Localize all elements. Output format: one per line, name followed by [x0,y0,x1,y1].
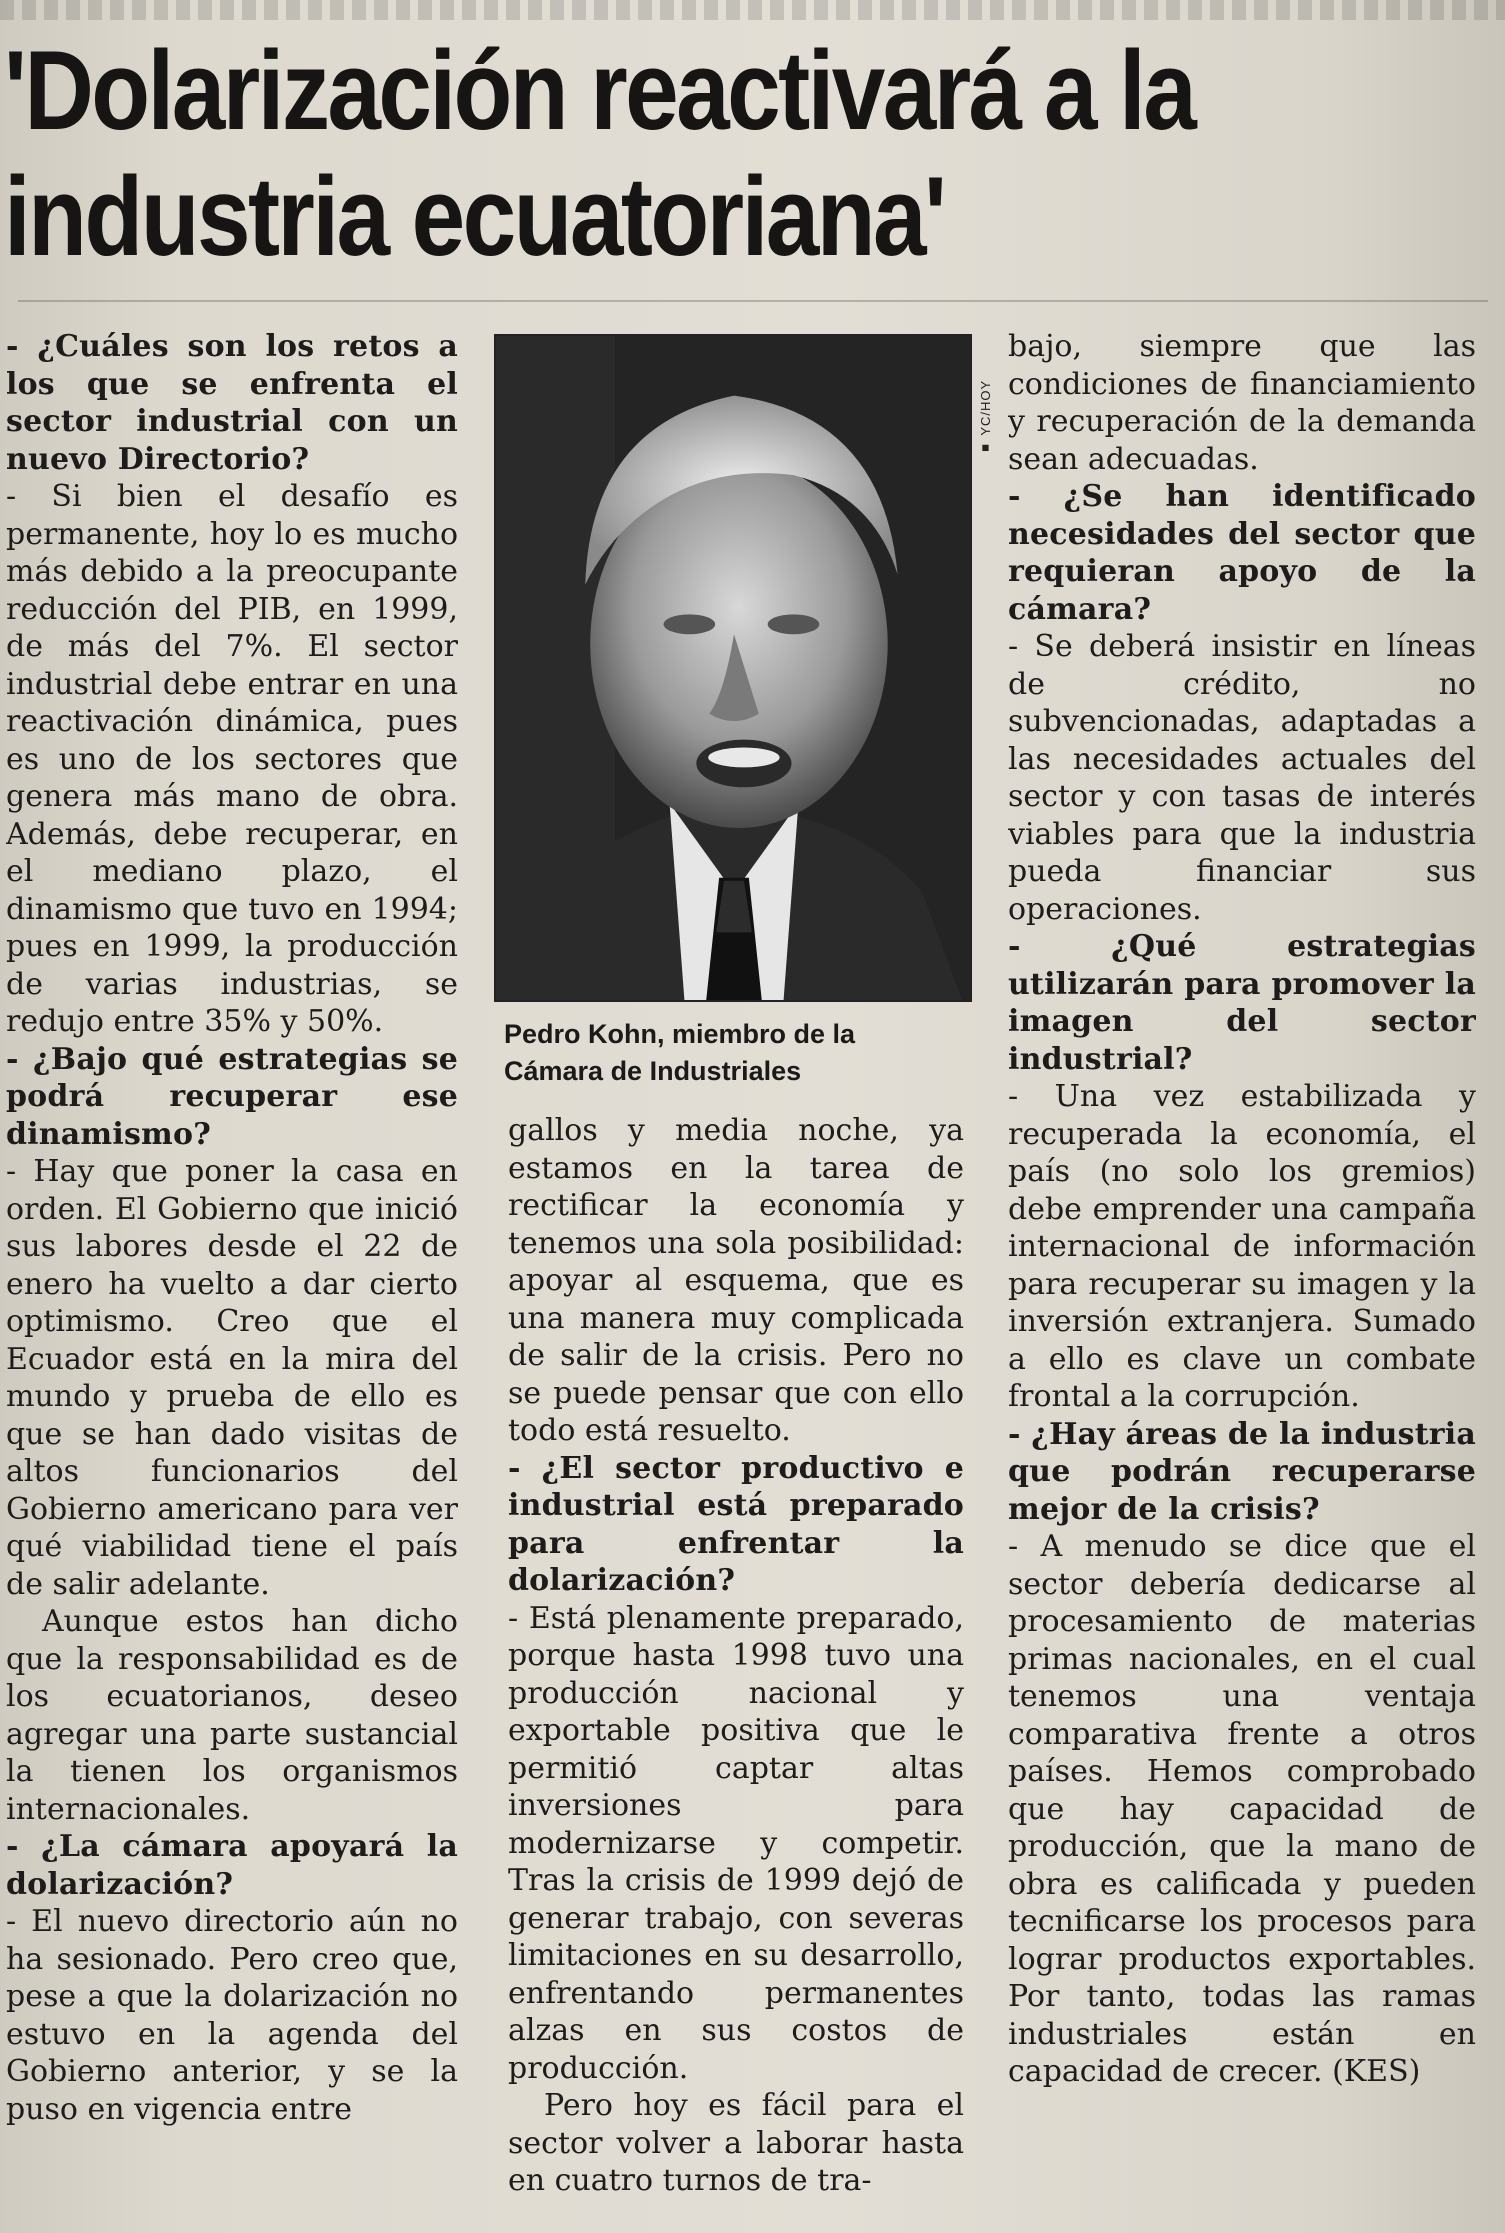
portrait-photo [494,334,972,1002]
photo-caption [504,1016,974,1090]
photo-credit: ■ YC/HOY [978,379,993,456]
question-paragraph: - ¿Se han identificado necesidades del sector que requieran apoyo de la cámara? [1008,479,1476,627]
answer-paragraph: - El nuevo directorio aún no ha sesionado. Pero creo que, pese a que la dolarización no estuvo en la agenda del Gobierno anterior, y se la puso en vigencia entre [6,1904,458,2127]
headline-rule [18,300,1488,302]
question-paragraph: - ¿Cuáles son los retos a los que se enfrenta el sector industrial con un nuevo Directorio? [6,329,458,477]
article-column-right [1008,328,1476,2223]
answer-paragraph: gallos y media noche, ya estamos en la tarea de rectificar la economía y tenemos una sola posibilidad: apoyar al esquema, que es una manera muy complicada de salir de la crisis. Pero no se puede pensar que con ello todo está resuelto. [508,1113,964,1448]
headline-line-2: industria ecuatoriana' [4,154,945,279]
answer-paragraph: bajo, siempre que las condiciones de financiamiento y recuperación de la demanda sean adecuadas. [1008,329,1476,477]
question-paragraph: - ¿Qué estrategias utilizarán para promover la imagen del sector industrial? [1008,929,1476,1077]
photo-caption-line-2: Cámara de Industriales [504,1056,802,1086]
portrait-image [496,336,970,1000]
answer-paragraph: - Está plenamente preparado, porque hasta 1998 tuvo una producción nacional y exportable positiva que le permitió captar altas inversiones para modernizarse y competir. Tras la crisis de 1999 dejó de generar trabajo, con severas limitaciones en su desarrollo, enfrentando permanentes alzas en sus costos de producción. [508,1600,964,2086]
question-paragraph: - ¿La cámara apoyará la dolarización? [6,1829,458,1902]
article-column-left [6,328,458,2223]
answer-paragraph: Aunque estos han dicho que la responsabilidad es de los ecuatorianos, deseo agregar una parte sustancial la tienen los organismos internacionales. [6,1604,458,1827]
answer-paragraph: Pero hoy es fácil para el sector volver a laborar hasta en cuatro turnos de tra- [508,2088,964,2198]
question-paragraph: - ¿Bajo qué estrategias se podrá recuperar ese dinamismo? [6,1041,458,1152]
question-paragraph: - ¿El sector productivo e industrial está preparado para enfrentar la dolarización? [508,1450,964,1598]
answer-paragraph: - Se deberá insistir en líneas de crédito, no subvencionadas, adaptadas a las necesidades actuales del sector y con tasas de interés viables para que la industria pueda financiar sus operaciones. [1008,629,1476,927]
answer-paragraph: - Una vez estabilizada y recuperada la economía, el país (no solo los gremios) debe emprender una campaña internacional de información para recuperar su imagen y la inversión extranjera. Sumado a ello es clave un combate frontal a la corrupción. [1008,1079,1476,1414]
headline [4,28,1290,280]
answer-paragraph: - Hay que poner la casa en orden. El Gobierno que inició sus labores desde el 22 de enero ha vuelto a dar cierto optimismo. Creo que el Ecuador está en la mira del mundo y prueba de ello es que se han dado visitas de altos funcionarios del Gobierno americano para ver qué viabilidad tiene el país de salir adelante. [6,1154,458,1602]
headline-line-1: 'Dolarización reactivará a la [4,28,1195,153]
photo-caption-line-1: Pedro Kohn, miembro de la [504,1019,856,1049]
answer-paragraph: - Si bien el desafío es permanente, hoy lo es mucho más debido a la preocupante reducción del PIB, en 1999, de más del 7%. El sector industrial debe entrar en una reactivación dinámica, pues es uno de los sectores que genera más mano de obra. Además, debe recuperar, en el mediano plazo, el dinamismo que tuvo en 1994; pues en 1999, la producción de varias industrias, se redujo entre 35% y 50%. [6,479,458,1039]
bleed-through-strip [0,0,1505,20]
article-column-middle [508,1112,964,2224]
question-paragraph: - ¿Hay áreas de la industria que podrán recuperarse mejor de la crisis? [1008,1416,1476,1527]
answer-paragraph: - A menudo se dice que el sector debería dedicarse al procesamiento de materias primas nacionales, en el cual tenemos una ventaja comparativa frente a otros países. Hemos comprobado que hay capacidad de producción, que la mano de obra es calificada y pueden tecnificarse los procesos para lograr productos exportables. Por tanto, todas las ramas industriales están en capacidad de crecer. (KES) [1008,1529,1476,2089]
